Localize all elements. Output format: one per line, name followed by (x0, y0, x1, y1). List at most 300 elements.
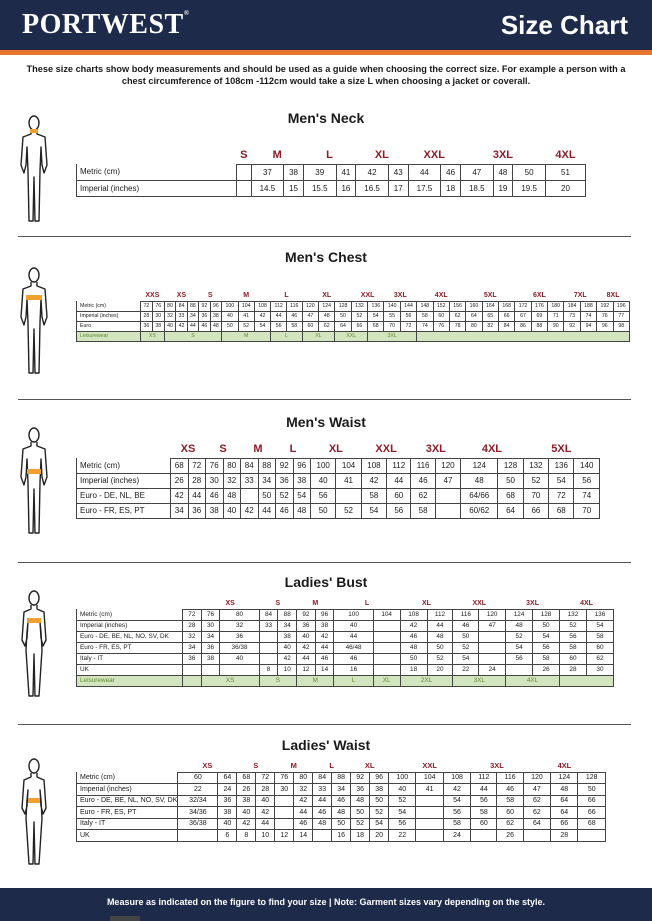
measurement-cell (259, 631, 278, 642)
measurement-cell: 33 (259, 620, 278, 631)
measurement-cell: 44 (427, 620, 453, 631)
measurement-cell: 41 (416, 784, 443, 796)
measurement-cell: 54 (370, 818, 389, 830)
measurement-cell: 168 (498, 301, 514, 311)
measurement-cell: 100 (222, 301, 238, 311)
measurement-cell: 46 (400, 631, 427, 642)
size-header: S (206, 441, 241, 458)
measurement-cell: 46 (206, 488, 224, 503)
measurement-cell (435, 488, 460, 503)
measurement-cell: 44 (387, 473, 411, 488)
measurement-cell: 72 (183, 609, 202, 620)
size-header-row (77, 146, 586, 164)
measurement-cell: 40 (297, 631, 316, 642)
measurement-row (77, 488, 600, 503)
measurement-cell: 108 (400, 609, 427, 620)
section-divider (18, 399, 631, 400)
measurement-row (77, 609, 614, 620)
measurement-cell: 26 (497, 830, 523, 842)
size-header-row (77, 598, 614, 609)
measurement-cell (275, 807, 294, 819)
measurement-cell (313, 830, 332, 842)
measurement-cell: 28 (256, 784, 275, 796)
measurement-cell: 8 (237, 830, 256, 842)
measurement-cell (471, 830, 497, 842)
measurement-cell: 47 (460, 164, 493, 180)
measurement-cell: 124 (461, 458, 498, 473)
measurement-cell (479, 642, 506, 653)
measurement-cell: 116 (497, 772, 523, 784)
male-figure-waist-icon (18, 425, 50, 535)
measurement-cell: 72 (141, 301, 153, 311)
measurement-cell: 56 (471, 795, 497, 807)
measurement-cell: 33 (241, 473, 259, 488)
measurement-row (77, 807, 606, 819)
measurement-cell: 58 (286, 321, 302, 331)
size-header: XXL (408, 146, 460, 164)
measurement-cell: 48 (332, 807, 351, 819)
measurement-cell: 64 (498, 503, 523, 518)
measurement-cell: 16 (336, 180, 356, 196)
size-header: S (259, 598, 296, 609)
measurement-cell: 58 (411, 503, 435, 518)
page-header (0, 0, 652, 50)
measurement-cell: 76 (597, 311, 613, 321)
measurement-cell (479, 631, 506, 642)
measurement-row (77, 830, 606, 842)
measurement-cell: 36 (188, 503, 206, 518)
leisurewear-size: L (334, 675, 373, 686)
measurement-cell: 76 (152, 301, 164, 311)
measurement-cell: 140 (574, 458, 600, 473)
leisurewear-label: Leisurewear (77, 675, 183, 686)
row-label: Metric (cm) (77, 164, 237, 180)
measurement-cell: 34 (258, 473, 276, 488)
measurement-cell: 42 (315, 631, 334, 642)
leisurewear-size: 3XL (368, 331, 417, 341)
row-label: Imperial (inches) (77, 784, 178, 796)
measurement-cell: 120 (302, 301, 318, 311)
size-header: M (241, 441, 276, 458)
measurement-cell: 38 (370, 784, 389, 796)
section-divider (18, 562, 631, 563)
male-figure-neck-icon (18, 113, 50, 223)
measurement-cell: 56 (311, 488, 336, 503)
measurement-cell: 46 (294, 818, 313, 830)
leisurewear-size: M (222, 331, 271, 341)
measurement-cell: 96 (370, 772, 389, 784)
measurement-cell: 52 (351, 311, 367, 321)
size-header: L (334, 598, 400, 609)
measurement-cell: 40 (218, 818, 237, 830)
measurement-cell: 52 (506, 631, 533, 642)
brand-name: PORTWEST (22, 9, 184, 40)
size-header (183, 598, 202, 609)
leisurewear-label: Leisurewear (77, 331, 141, 341)
measurement-cell: 94 (580, 321, 596, 331)
measurement-cell: 42 (241, 503, 259, 518)
measurement-cell: 42 (294, 795, 313, 807)
measurement-cell: 58 (586, 631, 613, 642)
measurement-cell: 48 (351, 795, 370, 807)
measurement-cell: 24 (218, 784, 237, 796)
measurement-cell: 96 (210, 301, 221, 311)
measurement-cell: 92 (564, 321, 580, 331)
measurement-cell: 30 (201, 620, 220, 631)
size-header: M (275, 760, 313, 772)
measurement-cell: 192 (597, 301, 613, 311)
measurement-cell: 148 (417, 301, 433, 311)
measurement-cell: 47 (523, 784, 550, 796)
measurement-cell: 46 (276, 503, 294, 518)
measurement-cell: 44 (256, 818, 275, 830)
row-label: Imperial (inches) (77, 620, 183, 631)
measurement-cell: 116 (286, 301, 302, 311)
measurement-cell: 56 (560, 631, 587, 642)
row-label: Imperial (inches) (77, 473, 171, 488)
size-header: L (303, 146, 355, 164)
measurement-cell: 41 (336, 164, 356, 180)
measurement-cell: 44 (188, 488, 206, 503)
measurement-row (77, 473, 600, 488)
row-label: Metric (cm) (77, 458, 171, 473)
measurement-cell: 47 (302, 311, 318, 321)
measurement-cell: 15 (284, 180, 304, 196)
measurement-cell: 124 (319, 301, 335, 311)
measurement-row (77, 458, 600, 473)
leisurewear-size: M (297, 675, 334, 686)
measurement-cell: 84 (259, 609, 278, 620)
measurement-cell: 48 (313, 818, 332, 830)
measurement-cell: 20 (370, 830, 389, 842)
measurement-cell: 51 (546, 164, 586, 180)
measurement-cell (578, 830, 606, 842)
measurement-cell: 34/36 (178, 807, 218, 819)
measurement-cell: 48 (427, 631, 453, 642)
measurement-cell: 56 (574, 473, 600, 488)
measurement-cell: 46 (441, 164, 461, 180)
measurement-cell: 64 (523, 818, 550, 830)
measurement-cell: 88 (278, 609, 297, 620)
size-header: M (251, 146, 303, 164)
measurement-cell: 72 (188, 458, 206, 473)
measurement-cell: 60 (560, 653, 587, 664)
measurement-cell: 10 (256, 830, 275, 842)
measurement-cell: 14.5 (251, 180, 284, 196)
male-figure-chest-icon (18, 265, 50, 375)
size-header: 8XL (597, 290, 630, 301)
measurement-cell: 32 (294, 784, 313, 796)
leisurewear-size: XS (141, 331, 165, 341)
measurement-cell: 44 (258, 503, 276, 518)
measurement-cell: 52 (389, 795, 416, 807)
measurement-cell: 74 (417, 321, 433, 331)
measurement-cell: 6 (218, 830, 237, 842)
measurement-cell: 32 (183, 631, 202, 642)
measurement-cell: 54 (453, 653, 479, 664)
measurement-cell: 88 (258, 458, 276, 473)
measurement-cell: 112 (387, 458, 411, 473)
measurement-cell: 64 (218, 772, 237, 784)
measurement-cell: 76 (433, 321, 449, 331)
measurement-cell: 34 (183, 642, 202, 653)
measurement-cell: 34 (201, 631, 220, 642)
row-label: Euro - FR, ES, PT (77, 642, 183, 653)
measurement-cell: 40 (222, 311, 238, 321)
size-header: 3XL (506, 598, 560, 609)
measurement-cell: 34 (332, 784, 351, 796)
ladies-bust-title: Ladies' Bust (284, 574, 368, 590)
mens-chest-title: Men's Chest (285, 249, 367, 265)
measurement-cell: 56 (271, 321, 287, 331)
measurement-cell: 38 (201, 653, 220, 664)
measurement-cell: 12 (275, 830, 294, 842)
row-label: Metric (cm) (77, 772, 178, 784)
measurement-cell: 42 (443, 784, 470, 796)
measurement-cell: 44 (315, 642, 334, 653)
measurement-cell: 196 (613, 301, 630, 311)
measurement-cell (435, 503, 460, 518)
measurement-cell: 44 (313, 795, 332, 807)
measurement-cell: 132 (560, 609, 587, 620)
measurement-row (77, 664, 614, 675)
size-header-row (77, 760, 606, 772)
footer-tab (110, 916, 140, 921)
leisurewear-size (560, 675, 614, 686)
measurement-cell: 42 (256, 807, 275, 819)
measurement-row (77, 164, 586, 180)
size-header: L (271, 290, 302, 301)
measurement-cell: 36 (201, 642, 220, 653)
measurement-cell: 50 (498, 473, 523, 488)
measurement-cell: 84 (498, 321, 514, 331)
measurement-cell: 24 (479, 664, 506, 675)
measurement-cell: 50 (332, 818, 351, 830)
measurement-cell: 96 (315, 609, 334, 620)
measurement-cell: 132 (351, 301, 367, 311)
size-header: S (237, 760, 275, 772)
measurement-cell: 46 (453, 620, 479, 631)
measurement-cell: 136 (549, 458, 574, 473)
measurement-cell: 70 (574, 503, 600, 518)
measurement-cell: 128 (533, 609, 560, 620)
measurement-cell: 44 (271, 311, 287, 321)
measurement-cell: 50 (427, 642, 453, 653)
measurement-cell: 60 (387, 488, 411, 503)
measurement-cell: 58 (471, 807, 497, 819)
size-header: XS (178, 760, 237, 772)
measurement-cell: 36 (276, 473, 294, 488)
measurement-cell: 92 (199, 301, 210, 311)
page-title: Size Chart (500, 10, 628, 40)
header-spacer (77, 146, 237, 164)
measurement-cell: 58 (560, 642, 587, 653)
measurement-cell: 43 (388, 164, 408, 180)
measurement-cell: 42 (356, 164, 389, 180)
measurement-cell: 62 (523, 807, 550, 819)
measurement-cell: 76 (201, 609, 220, 620)
measurement-cell: 66 (498, 311, 514, 321)
measurement-cell: 48 (493, 164, 513, 180)
header-spacer (77, 290, 141, 301)
header-spacer (77, 760, 178, 772)
measurement-cell: 30 (152, 311, 164, 321)
measurement-cell: 72 (256, 772, 275, 784)
measurement-cell: 67 (515, 311, 531, 321)
size-header: XXL (389, 760, 471, 772)
ladies-waist-table (76, 760, 606, 842)
measurement-cell (416, 807, 443, 819)
measurement-cell: 72 (549, 488, 574, 503)
measurement-cell: 60 (433, 311, 449, 321)
mens-neck-table (76, 146, 586, 197)
measurement-cell (373, 642, 400, 653)
measurement-cell: 64 (551, 807, 578, 819)
measurement-cell: 38 (206, 503, 224, 518)
measurement-cell: 44 (334, 631, 373, 642)
measurement-cell: 62 (449, 311, 465, 321)
mens-neck-title: Men's Neck (287, 110, 365, 126)
size-header: XXL (361, 441, 411, 458)
measurement-cell: 52 (523, 473, 548, 488)
measurement-cell: 36 (351, 784, 370, 796)
measurement-cell: 184 (564, 301, 580, 311)
measurement-cell: 116 (411, 458, 435, 473)
measurement-cell: 34 (187, 311, 198, 321)
measurement-cell: 38 (218, 807, 237, 819)
measurement-cell: 15.5 (303, 180, 336, 196)
measurement-cell: 40 (278, 642, 297, 653)
measurement-cell: 62 (319, 321, 335, 331)
measurement-cell: 92 (297, 609, 316, 620)
row-label: Euro - FR, ES, PT (77, 807, 178, 819)
measurement-cell: 58 (443, 818, 470, 830)
size-header: 5XL (523, 441, 599, 458)
measurement-cell: 112 (471, 772, 497, 784)
measurement-row (77, 311, 630, 321)
size-header: XXS (141, 290, 165, 301)
size-header: XXL (453, 598, 506, 609)
measurement-cell (523, 830, 550, 842)
measurement-cell: 80 (466, 321, 482, 331)
measurement-cell: 72 (400, 321, 416, 331)
measurement-cell: 54 (389, 807, 416, 819)
size-header: M (222, 290, 271, 301)
measurement-cell: 46 (315, 653, 334, 664)
measurement-cell: 40 (237, 807, 256, 819)
leisurewear-size: XL (373, 675, 400, 686)
measurement-cell: 104 (238, 301, 254, 311)
size-header: L (313, 760, 351, 772)
measurement-cell: 32/34 (178, 795, 218, 807)
leisurewear-size: S (259, 675, 296, 686)
measurement-cell (259, 653, 278, 664)
measurement-cell: 50 (222, 321, 238, 331)
measurement-cell: 96 (293, 458, 311, 473)
measurement-cell: 48 (293, 503, 311, 518)
measurement-cell (259, 642, 278, 653)
measurement-cell: 42 (400, 620, 427, 631)
measurement-cell: 112 (427, 609, 453, 620)
size-header-row (77, 290, 630, 301)
measurement-row (77, 818, 606, 830)
measurement-cell: 84 (176, 301, 187, 311)
measurement-cell (183, 664, 202, 675)
mens-waist-table (76, 441, 600, 519)
measurement-cell: 19 (493, 180, 513, 196)
measurement-cell: 58 (361, 488, 386, 503)
size-header: 4XL (461, 441, 524, 458)
size-header: S (237, 146, 252, 164)
measurement-cell: 136 (586, 609, 613, 620)
measurement-cell: 52 (370, 807, 389, 819)
measurement-cell: 98 (613, 321, 630, 331)
measurement-cell (373, 631, 400, 642)
measurement-cell: 42 (171, 488, 189, 503)
row-label: Euro - DE, BE, NL, NO, SV, DK (77, 795, 178, 807)
measurement-cell (416, 818, 443, 830)
measurement-cell: 54 (368, 311, 384, 321)
measurement-cell: 56 (389, 818, 416, 830)
measurement-cell: 92 (351, 772, 370, 784)
measurement-cell: 80 (220, 609, 259, 620)
row-label: Euro - FR, ES, PT (77, 503, 171, 518)
measurement-cell: 128 (335, 301, 351, 311)
measurement-cell: 62 (586, 653, 613, 664)
row-label: Euro (77, 321, 141, 331)
measurement-cell: 42 (237, 818, 256, 830)
leisurewear-size: XXL (335, 331, 368, 341)
measurement-cell: 54 (506, 642, 533, 653)
measurement-row (77, 631, 614, 642)
measurement-cell: 28 (560, 664, 587, 675)
measurement-cell: 20 (546, 180, 586, 196)
measurement-cell (373, 664, 400, 675)
measurement-cell: 86 (515, 321, 531, 331)
mens-waist-title: Men's Waist (286, 414, 366, 430)
measurement-cell: 50 (370, 795, 389, 807)
measurement-cell: 40 (334, 620, 373, 631)
measurement-cell (178, 830, 218, 842)
measurement-cell: 52 (351, 818, 370, 830)
measurement-cell: 50 (400, 653, 427, 664)
measurement-cell: 50 (258, 488, 276, 503)
size-header: XL (351, 760, 389, 772)
measurement-cell: 56 (533, 642, 560, 653)
leisurewear-row (77, 331, 630, 341)
measurement-cell: 92 (276, 458, 294, 473)
measurement-cell: 40 (256, 795, 275, 807)
measurement-cell: 47 (479, 620, 506, 631)
measurement-cell: 50 (335, 311, 351, 321)
measurement-cell: 46 (411, 473, 435, 488)
measurement-cell: 90 (548, 321, 564, 331)
measurement-cell (416, 830, 443, 842)
measurement-cell: 68 (549, 503, 574, 518)
measurement-cell: 54 (443, 795, 470, 807)
measurement-cell (220, 664, 259, 675)
measurement-cell: 38 (152, 321, 164, 331)
measurement-cell: 40 (220, 653, 259, 664)
measurement-cell: 40 (164, 321, 175, 331)
measurement-cell (241, 488, 259, 503)
measurement-cell (506, 664, 533, 675)
leisurewear-size: 3XL (453, 675, 506, 686)
size-header: XL (356, 146, 408, 164)
measurement-cell: 42 (361, 473, 386, 488)
leisurewear-size: S (164, 331, 221, 341)
measurement-cell: 52 (427, 653, 453, 664)
